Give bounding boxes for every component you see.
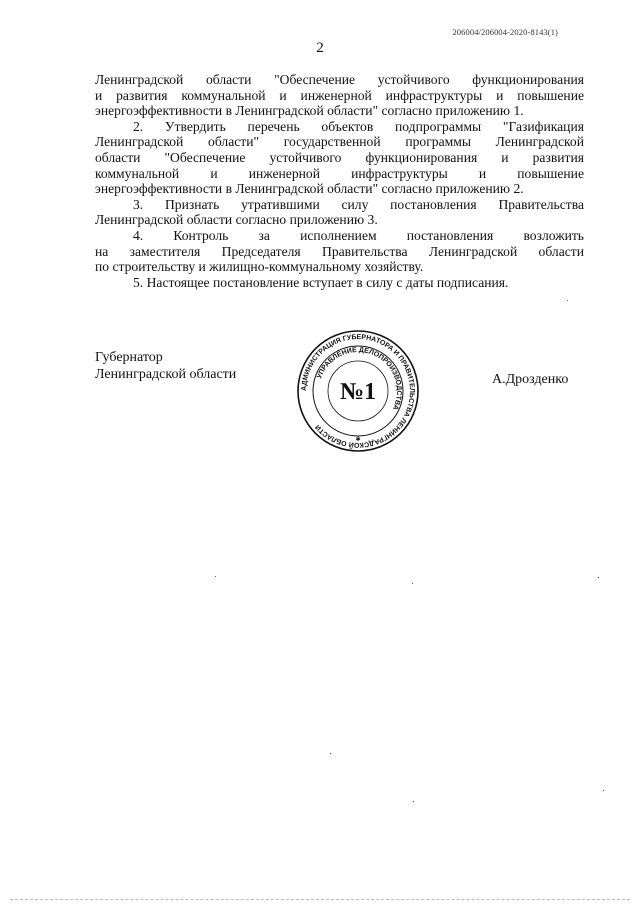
document-body [95,72,584,290]
seal-outer-text: АДМИНИСТРАЦИЯ ГУБЕРНАТОРА И ПРАВИТЕЛЬСТВА ЛЕНИНГРАДСКОЙ ОБЛАСТИ [300,333,416,449]
body-line: Ленинградской области согласно приложению 3. [95,212,378,228]
body-line: на заместителя Председателя Правительства Ленинградской области [95,243,584,259]
document-id: 206004/206004-2020-8143(1) [452,27,558,37]
signature-position [95,349,236,383]
seal-inner-text: УПРАВЛЕНИЕ ДЕЛОПРОИЗВОДСТВА [316,346,403,411]
scan-speck [413,801,414,802]
page-number: 2 [316,40,324,56]
scan-speck [567,300,568,301]
body-line: 5. Настоящее постановление вступает в силу с даты подписания. [133,274,509,290]
scan-speck [603,790,604,791]
body-line: и развития коммунальной и инженерной инфраструктуры и повышение [95,87,584,103]
body-line: энергоэффективности в Ленинградской области" согласно приложению 2. [95,181,524,197]
body-line: Ленинградской области "Обеспечение устойчивого функционирования [95,72,584,87]
scan-speck [215,576,216,577]
official-seal [296,329,420,453]
body-line: Ленинградской области" государственной программы Ленинградской [95,134,584,150]
scan-speck [412,583,413,584]
body-line: по строительству и жилищно-коммунальному хозяйству. [95,259,424,275]
body-line: 4. Контроль за исполнением постановления возложить [133,227,584,243]
seal-number: №1 [339,379,377,405]
body-line: энергоэффективности в Ленинградской области" согласно приложению 1. [95,103,524,119]
body-line: коммунальной и инженерной инфраструктуры и повышение [95,165,584,181]
scan-speck [330,753,331,754]
position-title: Губернатор [95,350,163,365]
seal-star-icon: ✱ [355,437,361,443]
signer-name: А.Дрозденко [492,372,569,387]
position-region: Ленинградской области [95,367,237,382]
body-line: 3. Признать утратившими силу постановления Правительства [133,196,584,212]
scan-edge-line [10,899,630,900]
scan-speck [598,577,599,578]
body-line: 2. Утвердить перечень объектов подпрограммы "Газификация [133,118,584,134]
body-line: области "Обеспечение устойчивого функционирования и развития [95,149,584,165]
